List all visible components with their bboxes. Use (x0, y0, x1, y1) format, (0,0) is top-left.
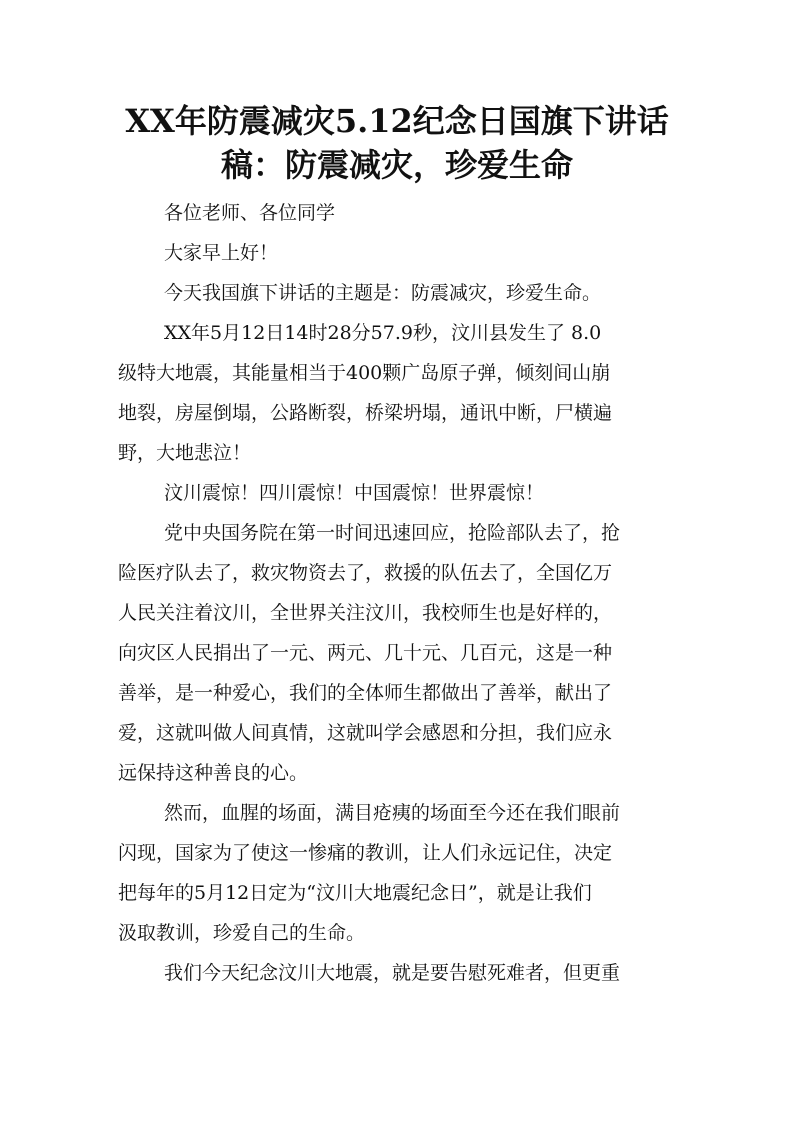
paragraph-line: 我们今天纪念汶川大地震，就是要告慰死难者，但更重 (164, 962, 621, 984)
paragraph-line: 险医疗队去了，救灾物资去了，救援的队伍去了，全国亿万 (118, 562, 613, 584)
paragraph-line: 汲取教训，珍爱自己的生命。 (118, 922, 366, 944)
paragraph-line: 汶川震惊！四川震惊！中国震惊！世界震惊！ (164, 482, 545, 504)
paragraph-line: 远保持这种善良的心。 (118, 762, 309, 784)
paragraph-line: 善举，是一种爱心，我们的全体师生都做出了善举，献出了 (118, 682, 613, 704)
paragraph-line: 然而，血腥的场面，满目疮痍的场面至今还在我们眼前 (164, 802, 621, 824)
paragraph-line: 闪现，国家为了使这一惨痛的教训，让人们永远记住，决定 (118, 842, 613, 864)
paragraph-line: 把每年的5月12日定为“汶川大地震纪念日”，就是让我们 (118, 882, 592, 904)
paragraph-line: 野，大地悲泣！ (118, 442, 252, 464)
salutation: 各位老师、各位同学 (164, 202, 336, 224)
greeting: 大家早上好！ (164, 242, 279, 264)
paragraph-line: 向灾区人民捐出了一元、两元、几十元、几百元，这是一种 (118, 642, 613, 664)
paragraph-line: 人民关注着汶川，全世界关注汶川，我校师生也是好样的， (118, 602, 613, 624)
topic-line: 今天我国旗下讲话的主题是：防震减灾，珍爱生命。 (164, 282, 602, 304)
paragraph-line: 地裂，房屋倒塌，公路断裂，桥梁坍塌，通讯中断，尸横遍 (118, 402, 613, 424)
paragraph-line: XX年5月12日14时28分57.9秒，汶川县发生了 8.0 (164, 322, 602, 344)
document-title-line-1: XX年防震减灾5.12纪念日国旗下讲话 (125, 102, 669, 140)
paragraph-line: 爱，这就叫做人间真情，这就叫学会感恩和分担，我们应永 (118, 722, 613, 744)
document-title-line-2: 稿：防震减灾，珍爱生命 (220, 146, 573, 184)
paragraph-line: 级特大地震，其能量相当于400颗广岛原子弹，倾刻间山崩 (118, 362, 611, 384)
paragraph-line: 党中央国务院在第一时间迅速回应，抢险部队去了，抢 (164, 522, 621, 544)
document-body (118, 193, 678, 993)
